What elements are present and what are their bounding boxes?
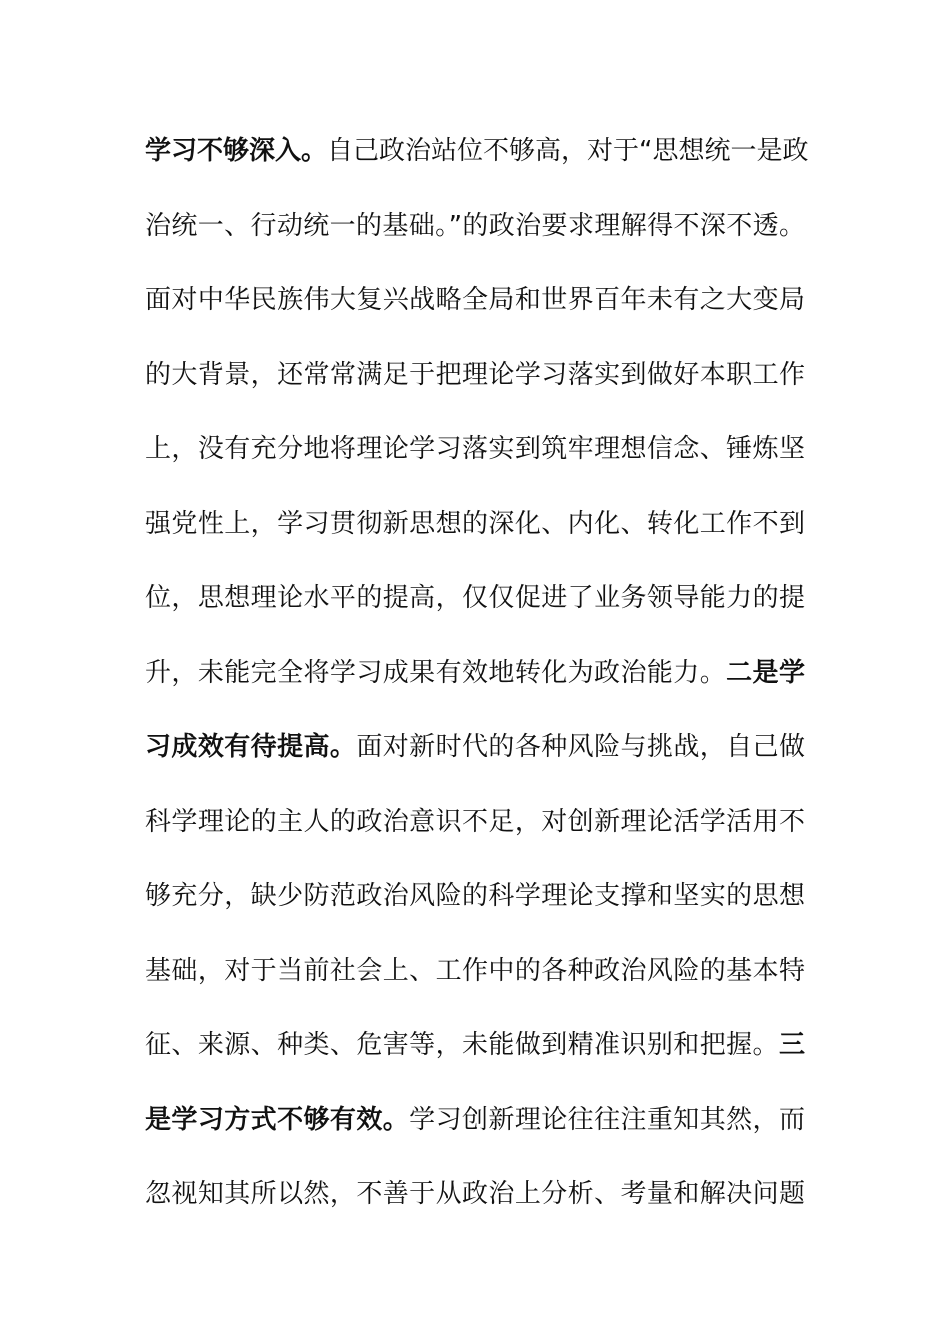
line-text: 上，没有充分地将理论学习落实到筑牢理想信念、锤炼坚 bbox=[145, 434, 805, 464]
line-text: 面对新时代的各种风险与挑战，自己做 bbox=[356, 732, 805, 762]
bold-heading: 二是学 bbox=[726, 657, 805, 688]
text-line-7 bbox=[145, 561, 805, 636]
line-text: 够充分，缺少防范政治风险的科学理论支撑和坚实的思想 bbox=[145, 881, 805, 911]
text-line-8 bbox=[145, 636, 805, 711]
line-text: 的大背景，还常常满足于把理论学习落实到做好本职工作 bbox=[145, 359, 805, 390]
line-text: 忽视知其所以然，不善于从政治上分析、考量和解决问题 bbox=[145, 1179, 805, 1209]
text-line-9 bbox=[145, 710, 805, 785]
line-text: 强党性上，学习贯彻新思想的深化、内化、转化工作不到 bbox=[145, 508, 805, 539]
text-line-1 bbox=[145, 114, 809, 189]
body-text bbox=[145, 114, 809, 1232]
text-line-6 bbox=[145, 487, 805, 562]
line-text: 面对中华民族伟大复兴战略全局和世界百年未有之大变局 bbox=[145, 285, 805, 315]
text-line-5 bbox=[145, 412, 805, 487]
text-line-3 bbox=[145, 263, 805, 338]
text-line-12 bbox=[145, 934, 805, 1009]
line-text: 位，思想理论水平的提高，仅仅促进了业务领导能力的提 bbox=[145, 583, 805, 613]
text-line-11 bbox=[145, 859, 805, 934]
text-line-4 bbox=[145, 338, 805, 413]
bold-heading: 是学习方式不够有效。 bbox=[145, 1104, 410, 1135]
text-line-10 bbox=[145, 785, 805, 860]
text-line-15 bbox=[145, 1157, 805, 1232]
text-line-14 bbox=[145, 1083, 805, 1158]
line-text: 学习创新理论往往注重知其然，而 bbox=[409, 1104, 805, 1135]
line-text: 基础，对于当前社会上、工作中的各种政治风险的基本特 bbox=[145, 955, 805, 986]
line-text: 自己政治站位不够高，对于“思想统一是政 bbox=[327, 136, 809, 166]
line-text: 科学理论的主人的政治意识不足，对创新理论活学活用不 bbox=[145, 806, 805, 837]
line-text: 治统一、行动统一的基础。”的政治要求理解得不深不透。 bbox=[145, 210, 805, 241]
text-line-2 bbox=[145, 189, 805, 264]
line-text: 征、来源、种类、危害等，未能做到精准识别和把握。 bbox=[145, 1030, 779, 1060]
text-line-13 bbox=[145, 1008, 805, 1083]
line-text: 升，未能完全将学习成果有效地转化为政治能力。 bbox=[145, 657, 727, 688]
bold-heading: 三 bbox=[778, 1030, 805, 1060]
bold-heading: 习成效有待提高。 bbox=[145, 732, 357, 762]
bold-heading: 学习不够深入。 bbox=[145, 136, 328, 166]
